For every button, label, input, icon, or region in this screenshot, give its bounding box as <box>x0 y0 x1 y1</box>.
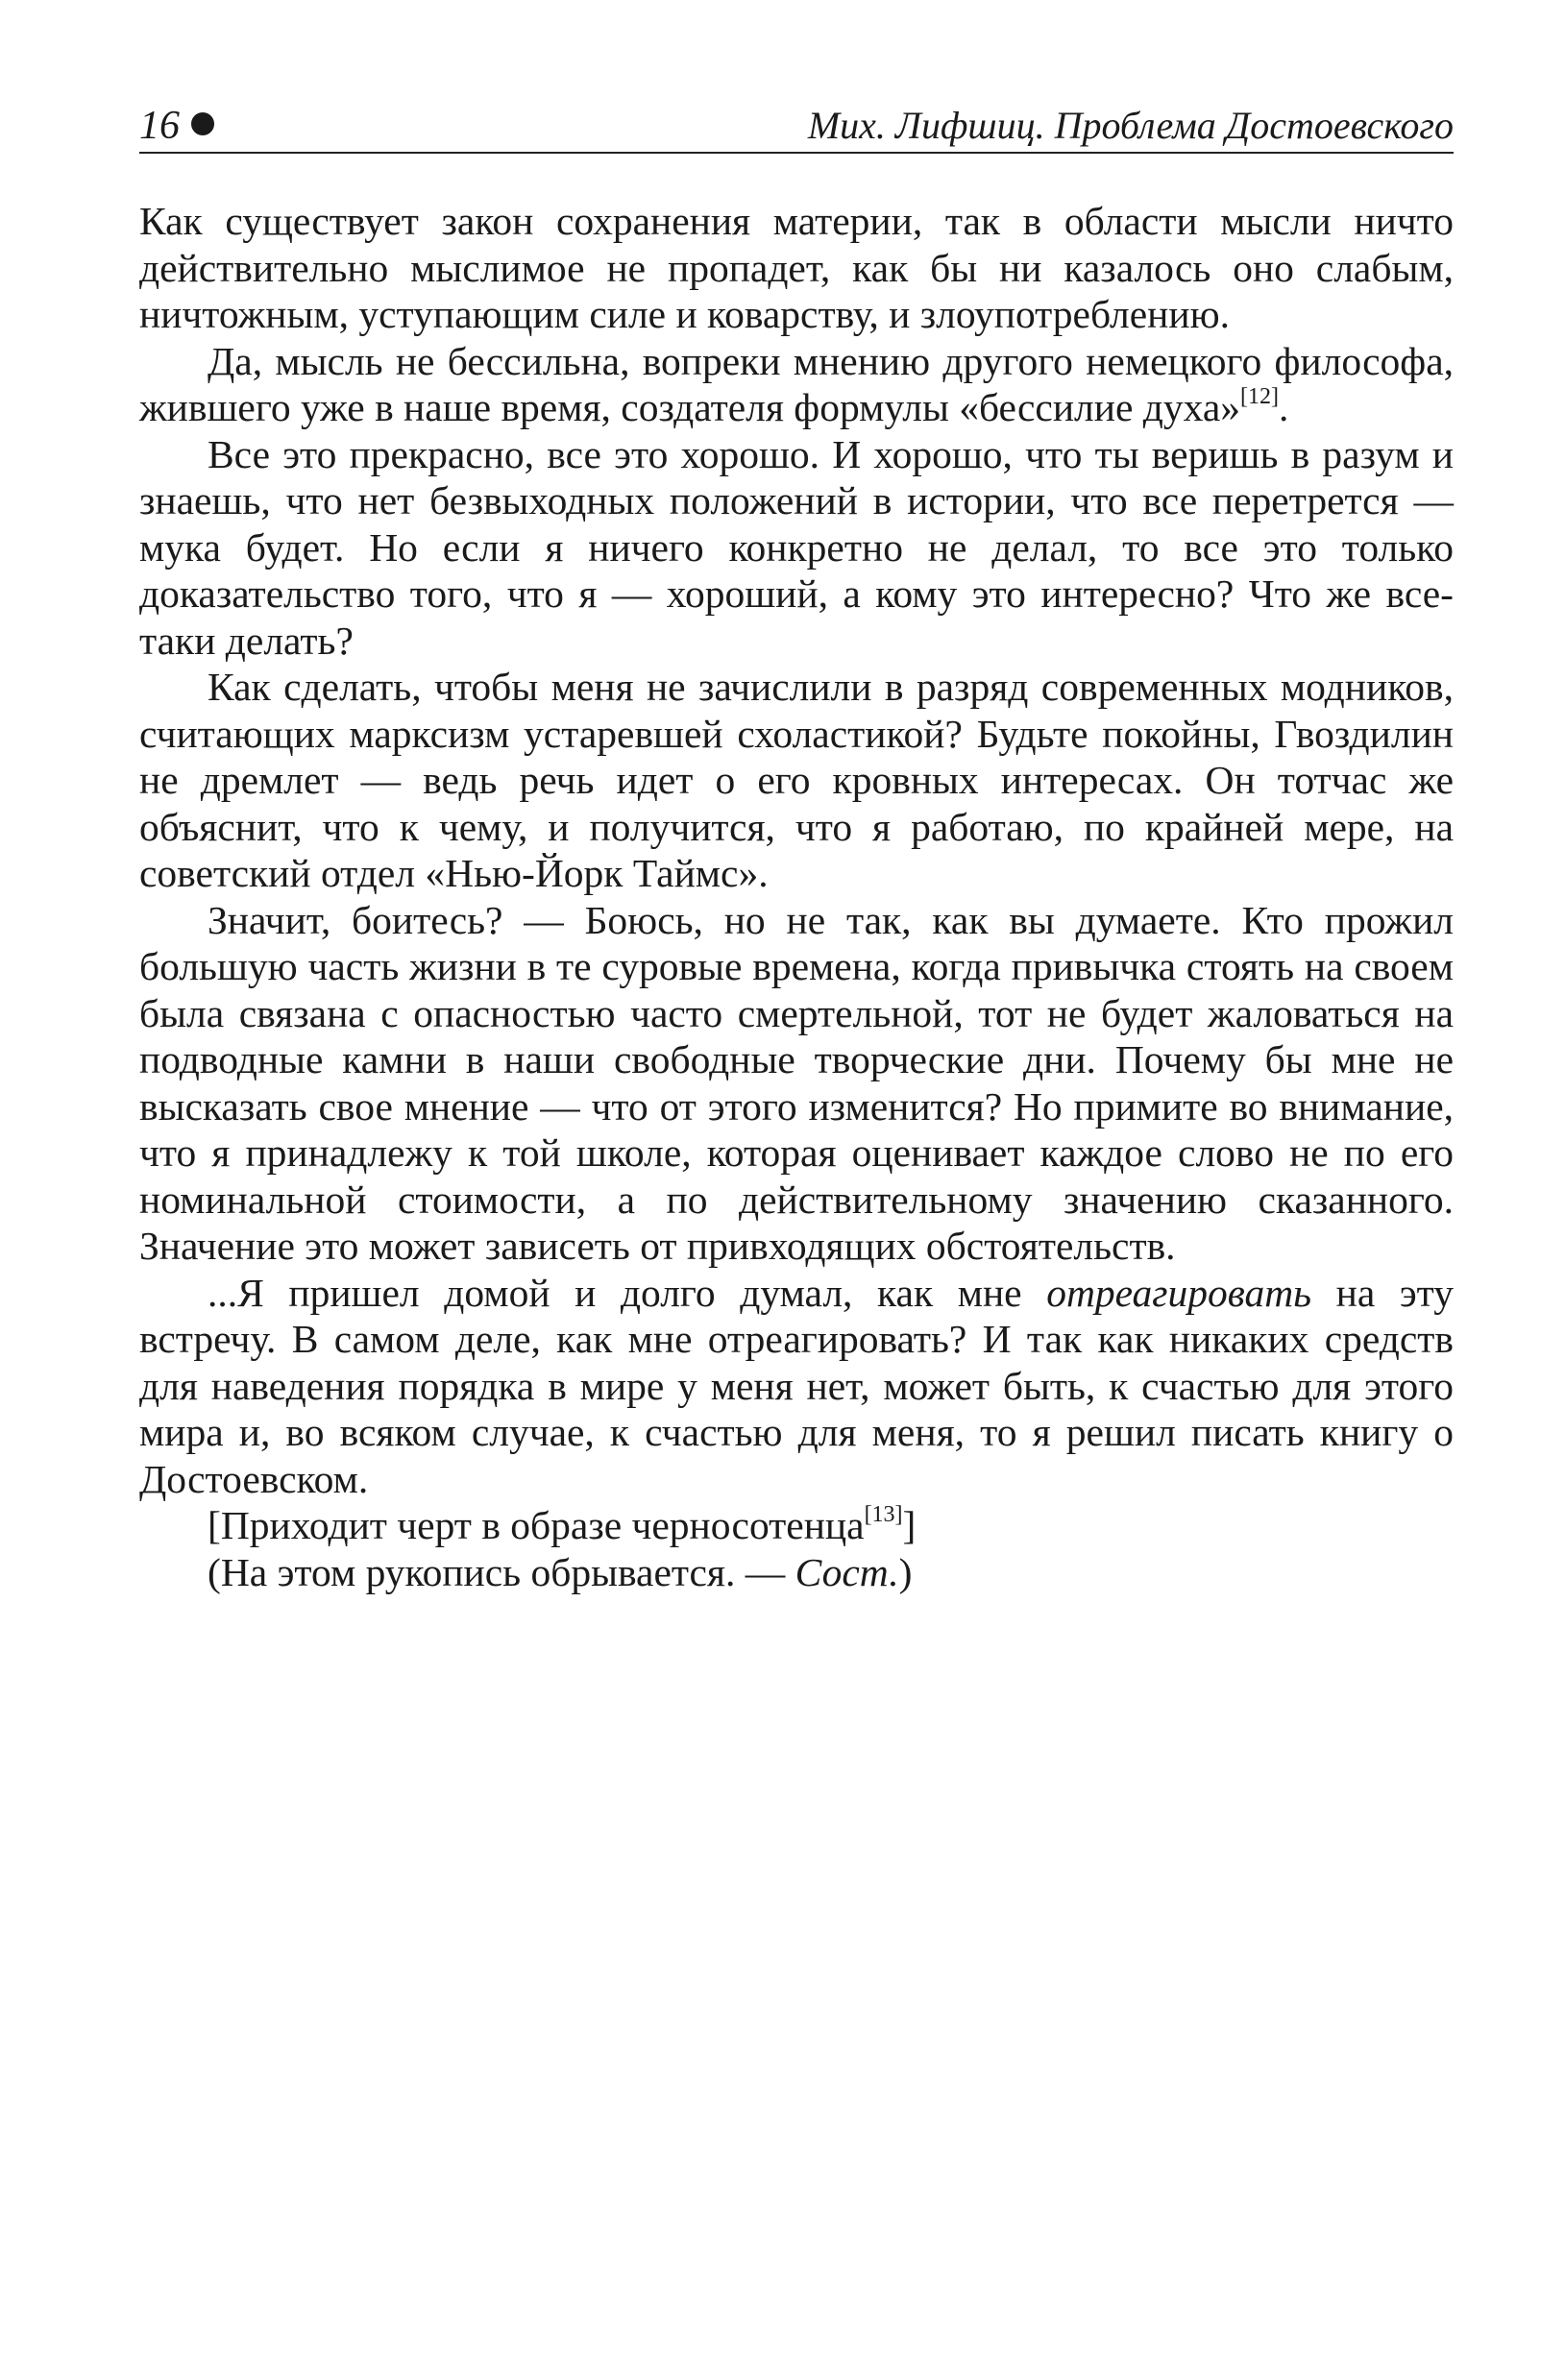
paragraph: Как существует закон сохранения материи, так в области мысли ничто действительно мыслимое не пропадет, как бы ни казалось оно слабым, ничтожным, уступающим силе и коварству, и злоупотреблению. <box>139 199 1454 336</box>
running-title: Мих. Лифшиц. Проблема Достоевского <box>807 104 1454 147</box>
paragraph <box>139 338 1454 431</box>
paragraph: Как сделать, чтобы меня не зачислили в разряд современных модников, считающих марксизм устаревшей схоластикой? Будьте покойны, Гвоздилин не дремлет — ведь речь идет о его кровных интересах. Он тотчас же объяснит, что к чему, и получится, что я работаю, по крайней мере, на советский отдел «Нью-Йорк Таймс». <box>139 665 1454 895</box>
paragraph <box>139 1502 1454 1549</box>
page-number-text: 16 <box>139 104 180 148</box>
body-text <box>139 198 1454 1595</box>
paragraph <box>139 1549 1454 1596</box>
paragraph-text: ) <box>898 1549 913 1594</box>
book-page <box>139 96 1454 1595</box>
page-number <box>139 98 214 154</box>
bullet-icon <box>191 112 214 135</box>
emphasis-text: Сост. <box>795 1549 899 1594</box>
paragraph-text: Да, мысль не бессильна, вопреки мнению другого немецкого философа, жившего уже в наше время, создателя формулы «бессилие духа» <box>139 338 1454 429</box>
paragraph-text: ] <box>902 1503 917 1547</box>
running-head <box>139 96 1454 154</box>
emphasis-text: отреагировать <box>1046 1270 1312 1315</box>
paragraph-text: [Приходит черт в образе черносотенца <box>208 1503 865 1547</box>
paragraph-text: ...Я пришел домой и долго думал, как мне <box>208 1270 1047 1315</box>
paragraph: Значит, боитесь? — Боюсь, но не так, как вы думаете. Кто прожил большую часть жизни в те суровые времена, когда привычка стоять на своем была связана с опасностью часто смертельной, тот не будет жаловаться на подводные камни в наши свободные творческие дни. Почему бы мне не высказать свое мнение — что от этого изменится? Но примите во внимание, что я принадлежу к той школе, которая оценивает каждое слово не по его номинальной стоимости, а по действительному значению сказанного. Значение это может зависеть от привходящих обстоятельств. <box>139 897 1454 1268</box>
paragraph-text: на эту встречу. В самом деле, как мне отреагировать? И так как никаких средств для наведения порядка в мире у меня нет, может быть, к счастью для этого мира и, во всяком случае, к счастью для меня, то я решил писать книгу о Достоевском. <box>139 1270 1455 1501</box>
paragraph <box>139 1270 1454 1503</box>
paragraph: Все это прекрасно, все это хорошо. И хорошо, что ты веришь в разум и знаешь, что нет безвыходных положений в истории, что все перетрется — мука будет. Но если я ничего конкретно не делал, то все это только доказательство того, что я — хороший, а кому это интересно? Что же все-таки делать? <box>139 431 1454 663</box>
paragraph-text: (На этом рукопись обрывается. — <box>208 1549 795 1594</box>
footnote-ref[interactable]: [13] <box>864 1502 903 1527</box>
paragraph-text: . <box>1278 385 1289 429</box>
footnote-ref[interactable]: [12] <box>1240 384 1279 409</box>
